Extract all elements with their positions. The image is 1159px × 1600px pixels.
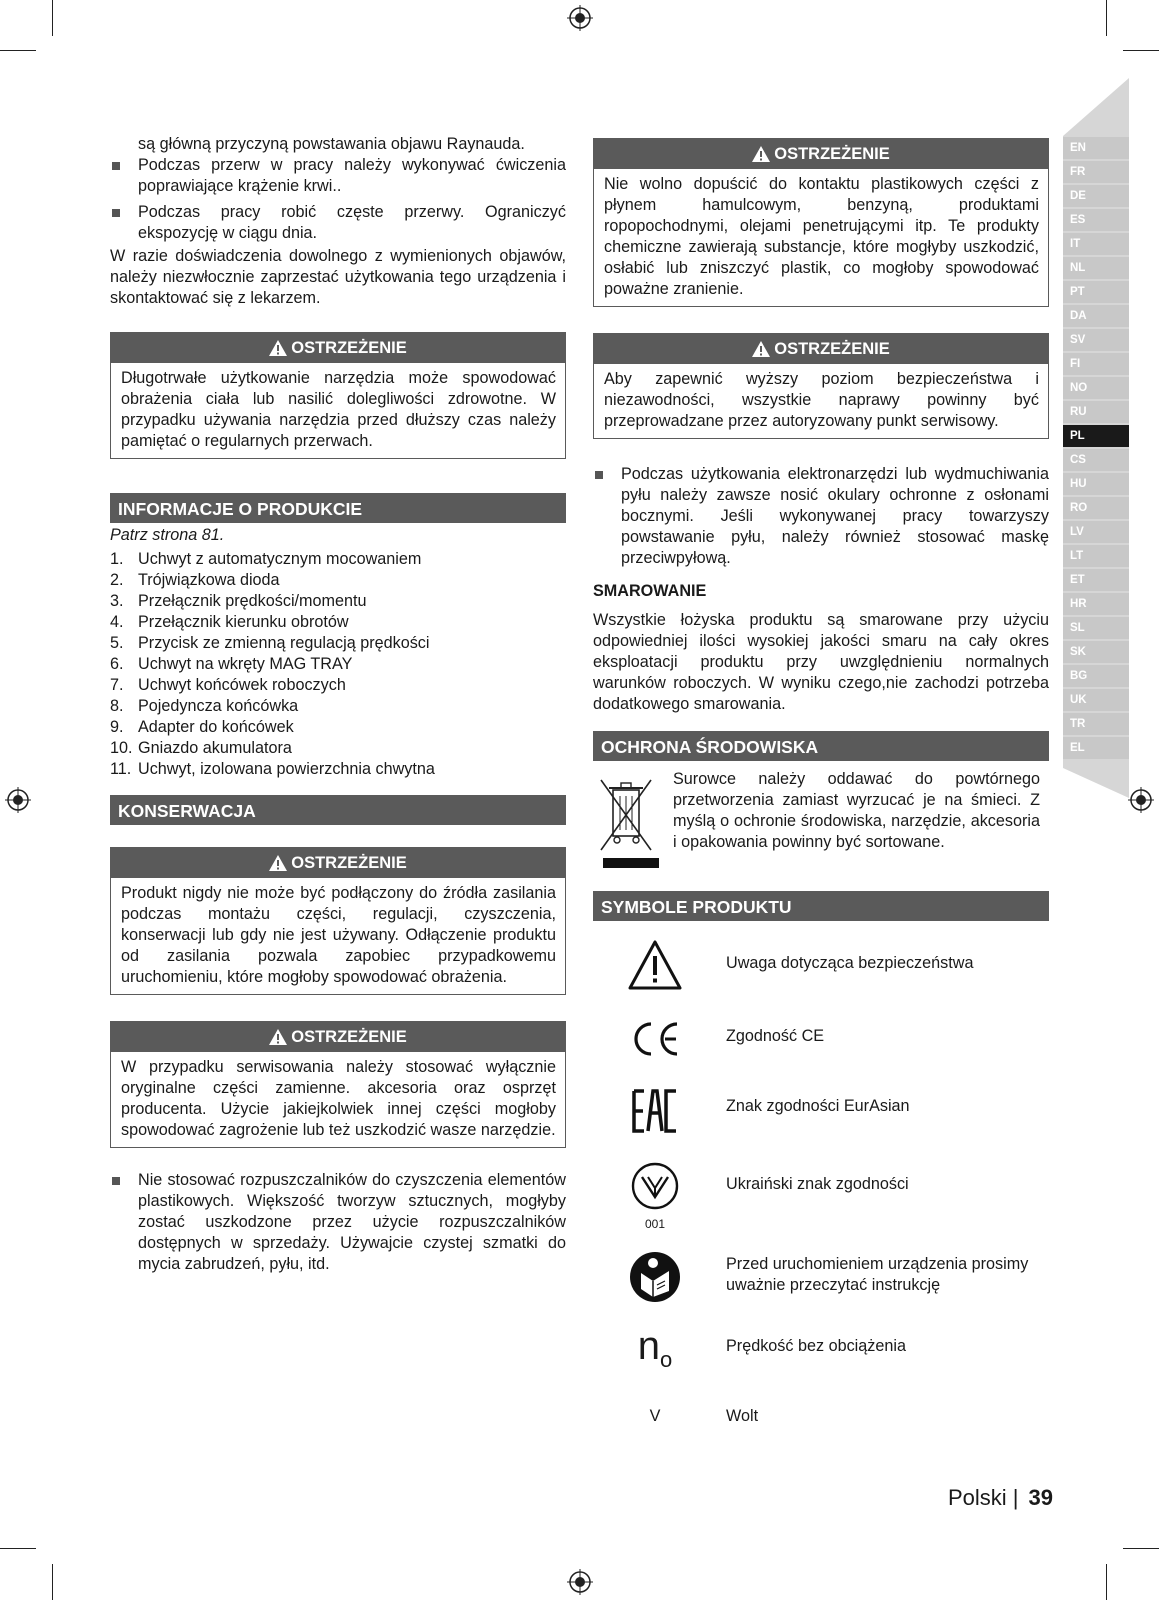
list-number: 9. bbox=[110, 718, 124, 736]
eac-mark-icon bbox=[615, 1089, 695, 1139]
list-label: Adapter do końcówek bbox=[138, 718, 294, 736]
list-item bbox=[110, 696, 566, 717]
crop-mark bbox=[0, 50, 36, 51]
crop-mark bbox=[52, 1564, 53, 1600]
parts-list bbox=[110, 549, 566, 780]
language-tab-pl[interactable]: PL bbox=[1063, 425, 1129, 447]
ce-mark-icon bbox=[615, 1021, 695, 1063]
registration-mark-icon bbox=[567, 1569, 593, 1595]
warning-triangle-icon bbox=[615, 939, 695, 997]
warning-text: Nie wolno dopuścić do kontaktu plastikowych części z płynem hamulcowym, benzyną, produktami ropopochodnymi, olejami penetrującymi itp. Te produkty chemiczne zawierają substancje, które mogłyby uszkodzić, osłabić lub zniszczyć plastik, co mogłoby spowodować poważne zranienie. bbox=[604, 175, 1039, 298]
page-footer bbox=[948, 1485, 1053, 1511]
symbol-label: Prędkość bez obciążenia bbox=[726, 1337, 906, 1355]
language-tab-es[interactable]: ES bbox=[1063, 209, 1129, 231]
language-tab-de[interactable]: DE bbox=[1063, 185, 1129, 207]
symbol-label: Uwaga dotycząca bezpieczeństwa bbox=[726, 954, 974, 972]
warning-title: OSTRZEŻENIE bbox=[291, 854, 407, 872]
list-number: 4. bbox=[110, 613, 124, 631]
language-tab-fr[interactable]: FR bbox=[1063, 161, 1129, 183]
symbol-label: Zgodność CE bbox=[726, 1027, 825, 1045]
bullet-square-icon bbox=[112, 1177, 120, 1185]
volt-symbol: V bbox=[649, 1407, 661, 1425]
list-label: Pojedyncza końcówka bbox=[138, 697, 299, 715]
list-label: Przycisk ze zmienną regulacją prędkości bbox=[138, 634, 430, 652]
list-label: Przełącznik prędkości/momentu bbox=[138, 592, 367, 610]
list-label: Uchwyt na wkręty MAG TRAY bbox=[138, 655, 353, 673]
ukrainian-conformity-icon bbox=[615, 1161, 695, 1231]
bullet-text: Podczas użytkowania elektronarzędzi lub wydmuchiwania pyłu należy zawsze nosić okulary ochronne z osłonami bocznymi. Jeśli wykonywanej pracy towarzyszy powstawanie pyłu, należy również stosować maskę przeciwpyłową. bbox=[621, 465, 1049, 567]
bullet-solvents bbox=[110, 1170, 566, 1275]
language-tab-ro[interactable]: RO bbox=[1063, 497, 1129, 519]
list-number: 3. bbox=[110, 592, 124, 610]
warning-box-repair bbox=[593, 333, 1049, 439]
list-item bbox=[110, 633, 566, 654]
symbol-label: Wolt bbox=[726, 1407, 759, 1425]
warning-header bbox=[594, 139, 1048, 169]
list-number: 8. bbox=[110, 697, 124, 715]
crop-mark bbox=[1106, 1564, 1107, 1600]
crop-mark bbox=[1123, 1548, 1159, 1549]
symbol-row bbox=[593, 1324, 1049, 1381]
list-item bbox=[110, 675, 566, 696]
section-maintenance: KONSERWACJA bbox=[110, 795, 566, 825]
no-load-speed-icon bbox=[615, 1325, 695, 1381]
language-tab-hu[interactable]: HU bbox=[1063, 473, 1129, 495]
crop-mark bbox=[1106, 0, 1107, 36]
list-item bbox=[110, 549, 566, 570]
registration-mark-icon bbox=[567, 5, 593, 31]
warning-triangle-icon bbox=[752, 341, 770, 357]
bullet-square-icon bbox=[112, 162, 120, 170]
read-manual-icon bbox=[615, 1251, 695, 1309]
symptoms-paragraph: W razie doświadczenia dowolnego z wymienionych objawów, należy niezwłocznie zaprzestać użytkowania tego urządzenia i skontaktować się z lekarzem. bbox=[110, 247, 566, 307]
lubrication-heading: SMAROWANIE bbox=[593, 582, 707, 600]
environment-text: Surowce należy oddawać do powtórnego przetworzenia zamiast wyrzucać je na śmieci. Z myślą o ochronie środowiska, narzędzie, akcesoria i opakowania powinny być sortowane. bbox=[673, 770, 1040, 851]
bullet-exercise bbox=[110, 155, 566, 197]
environment-row bbox=[593, 770, 1049, 875]
warning-header bbox=[111, 1022, 565, 1052]
bullet-breaks bbox=[110, 202, 566, 244]
list-label: Uchwyt, izolowana powierzchnia chwytna bbox=[138, 760, 435, 778]
list-number: 11. bbox=[110, 760, 132, 778]
footer-language: Polski | bbox=[948, 1485, 1019, 1510]
ukrainian-mark-caption: 001 bbox=[644, 1217, 666, 1231]
language-tab-et[interactable]: ET bbox=[1063, 569, 1129, 591]
bullet-text: Podczas przerw w pracy należy wykonywać ćwiczenia poprawiające krążenie krwi.. bbox=[138, 156, 566, 195]
warning-box-plastic bbox=[593, 138, 1049, 307]
warning-triangle-icon bbox=[752, 146, 770, 162]
registration-mark-icon bbox=[5, 787, 31, 813]
warning-box-original-parts bbox=[110, 1021, 566, 1148]
language-tab-el[interactable]: EL bbox=[1063, 737, 1129, 759]
symbol-row bbox=[593, 1091, 1049, 1141]
symbol-glyph-sub: o bbox=[660, 1347, 673, 1372]
symbol-row bbox=[593, 1021, 1049, 1071]
crop-mark bbox=[52, 0, 53, 36]
symbol-row bbox=[593, 939, 1049, 999]
symbol-row bbox=[593, 1161, 1049, 1236]
list-label: Trójwiązkowa dioda bbox=[138, 571, 280, 589]
list-label: Uchwyt końcówek roboczych bbox=[138, 676, 346, 694]
symbol-row bbox=[593, 1251, 1049, 1311]
raynaud-text: są główną przyczyną powstawania objawu Raynauda. bbox=[138, 135, 525, 153]
warning-box-prolonged-use bbox=[110, 332, 566, 459]
list-number: 1. bbox=[110, 550, 124, 568]
list-item bbox=[110, 759, 566, 780]
warning-header bbox=[594, 334, 1048, 364]
registration-mark-icon bbox=[1128, 787, 1154, 813]
warning-title: OSTRZEŻENIE bbox=[291, 1028, 407, 1046]
lubrication-text: Wszystkie łożyska produktu są smarowane przy użyciu odpowiedniej ilości wysokiej jakości smaru na cały okres eksploatacji produktu przy uwzględnieniu normalnych warunków roboczych. W wyniku czego,nie zachodzi potrzeba dodatkowego smarowania. bbox=[593, 611, 1049, 713]
list-item bbox=[110, 738, 566, 759]
language-tab-cs[interactable]: CS bbox=[1063, 449, 1129, 471]
warning-header bbox=[111, 333, 565, 363]
language-tab-no[interactable]: NO bbox=[1063, 377, 1129, 399]
language-tab-pt[interactable]: PT bbox=[1063, 281, 1129, 303]
right-column bbox=[593, 138, 1049, 1441]
crossed-bin-icon bbox=[593, 774, 673, 875]
warning-title: OSTRZEŻENIE bbox=[774, 145, 890, 163]
list-number: 6. bbox=[110, 655, 124, 673]
language-tab-nl[interactable]: NL bbox=[1063, 257, 1129, 279]
warning-text: W przypadku serwisowania należy stosować wyłącznie oryginalne części zamienne. akcesoria oraz osprzęt producenta. Użycie jakiejkolwiek innej części mogłoby spowodować zagrożenie lub też uszkodzić wasze narzędzie. bbox=[121, 1058, 556, 1139]
list-label: Uchwyt z automatycznym mocowaniem bbox=[138, 550, 422, 568]
list-number: 10. bbox=[110, 739, 133, 757]
symbol-row bbox=[593, 1401, 1049, 1431]
page-number: 39 bbox=[1028, 1485, 1053, 1510]
crop-mark bbox=[0, 1548, 36, 1549]
list-number: 5. bbox=[110, 634, 124, 652]
warning-triangle-icon bbox=[269, 1029, 287, 1045]
list-item bbox=[110, 570, 566, 591]
symbol-label: Ukraiński znak zgodności bbox=[726, 1175, 909, 1193]
symbols-table bbox=[593, 921, 1049, 1441]
language-tab-sl[interactable]: SL bbox=[1063, 617, 1129, 639]
warning-box-disconnect bbox=[110, 847, 566, 995]
crop-mark bbox=[1123, 50, 1159, 51]
language-tab-bg[interactable]: BG bbox=[1063, 665, 1129, 687]
list-label: Gniazdo akumulatora bbox=[138, 739, 292, 757]
language-tab-en[interactable]: EN bbox=[1063, 137, 1129, 159]
language-tab-uk[interactable]: UK bbox=[1063, 689, 1129, 711]
warning-triangle-icon bbox=[269, 855, 287, 871]
language-tabs bbox=[1063, 137, 1129, 761]
symbol-label: Przed uruchomieniem urządzenia prosimy uważnie przeczytać instrukcję bbox=[726, 1255, 1029, 1294]
list-number: 2. bbox=[110, 571, 124, 589]
bullet-square-icon bbox=[112, 209, 120, 217]
list-label: Przełącznik kierunku obrotów bbox=[138, 613, 349, 631]
bullet-text: Podczas pracy robić częste przerwy. Ograniczyć ekspozycję w ciągu dnia. bbox=[138, 203, 566, 242]
language-tab-tr[interactable]: TR bbox=[1063, 713, 1129, 735]
left-column bbox=[110, 134, 566, 1275]
language-tab-da[interactable]: DA bbox=[1063, 305, 1129, 327]
language-tab-sk[interactable]: SK bbox=[1063, 641, 1129, 663]
warning-text: Produkt nigdy nie może być podłączony do źródła zasilania podczas montażu części, regulacji, czyszczenia, konserwacji lub gdy nie jest używany. Odłączenie produktu od zasilania pozwala zapobiec przypadkowemu uruchomieniu, które mogłoby spowodować obrażenia. bbox=[121, 884, 556, 986]
bullet-square-icon bbox=[595, 471, 603, 479]
list-item bbox=[110, 654, 566, 675]
section-symbols: SYMBOLE PRODUKTU bbox=[593, 891, 1049, 921]
symbol-glyph: n bbox=[637, 1324, 660, 1368]
language-tab-it[interactable]: IT bbox=[1063, 233, 1129, 255]
bullet-text: Nie stosować rozpuszczalników do czyszczenia elementów plastikowych. Większość tworzyw sztucznych, mogłyby zostać uszkodzone przez użycie rozpuszczalników dostępnych w sprzedaży. Używajcie czystej szmatki do mycia zabrudzeń, pyłu, itd. bbox=[138, 1171, 566, 1273]
list-item bbox=[110, 612, 566, 633]
symbol-label: Znak zgodności EurAsian bbox=[726, 1097, 910, 1115]
warning-text: Długotrwałe użytkowanie narzędzia może spowodować obrażenia ciała lub nasilić dolegliwości zdrowotne. W przypadku używania narzędzia przed dłuższy czas należy pamiętać o regularnych przerwach. bbox=[121, 369, 556, 450]
see-page-note: Patrz strona 81. bbox=[110, 526, 225, 544]
section-environment: OCHRONA ŚRODOWISKA bbox=[593, 731, 1049, 761]
warning-triangle-icon bbox=[269, 340, 287, 356]
language-tab-ru[interactable]: RU bbox=[1063, 401, 1129, 423]
language-tab-lv[interactable]: LV bbox=[1063, 521, 1129, 543]
warning-title: OSTRZEŻENIE bbox=[291, 339, 407, 357]
list-item bbox=[110, 591, 566, 612]
bullet-goggles bbox=[593, 464, 1049, 569]
list-number: 7. bbox=[110, 676, 124, 694]
language-tab-hr[interactable]: HR bbox=[1063, 593, 1129, 615]
section-product-info: INFORMACJE O PRODUKCIE bbox=[110, 493, 566, 523]
language-tab-sv[interactable]: SV bbox=[1063, 329, 1129, 351]
warning-text: Aby zapewnić wyższy poziom bezpieczeństwa i niezawodności, wszystkie naprawy powinny być przeprowadzane przez autoryzowany punkt serwisowy. bbox=[604, 370, 1039, 430]
language-tab-fi[interactable]: FI bbox=[1063, 353, 1129, 375]
warning-header bbox=[111, 848, 565, 878]
list-item bbox=[110, 717, 566, 738]
warning-title: OSTRZEŻENIE bbox=[774, 340, 890, 358]
language-tab-lt[interactable]: LT bbox=[1063, 545, 1129, 567]
